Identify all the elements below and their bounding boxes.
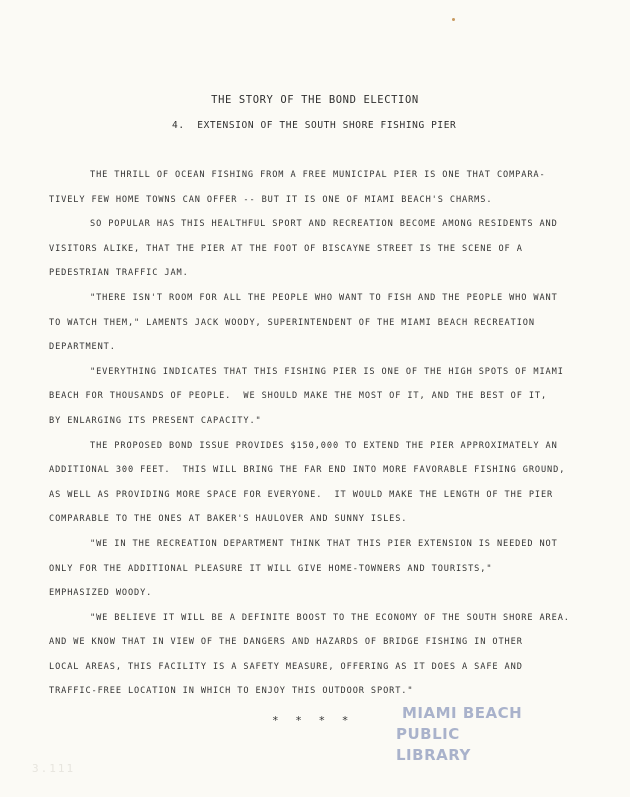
end-mark: * * * * [272,714,354,727]
text-line: PEDESTRIAN TRAFFIC JAM. [49,268,189,279]
text-line: AND WE KNOW THAT IN VIEW OF THE DANGERS AND HAZARDS OF BRIDGE FISHING IN OTHER [49,637,523,648]
text-line: AS WELL AS PROVIDING MORE SPACE FOR EVERYONE. IT WOULD MAKE THE LENGTH OF THE PIER [49,489,554,500]
text-line: THE PROPOSED BOND ISSUE PROVIDES $150,000 TO EXTEND THE PIER APPROXIMATELY AN [90,440,558,451]
document-subtitle [172,120,456,131]
text-line: "THERE ISN'T ROOM FOR ALL THE PEOPLE WHO WANT TO FISH AND THE PEOPLE WHO WANT [90,292,558,303]
text-line: ONLY FOR THE ADDITIONAL PLEASURE IT WILL GIVE HOME-TOWNERS AND TOURISTS," [49,563,493,574]
text-line: THE THRILL OF OCEAN FISHING FROM A FREE MUNICIPAL PIER IS ONE THAT COMPARA- [90,170,546,180]
text-line: "EVERYTHING INDICATES THAT THIS FISHING PIER IS ONE OF THE HIGH SPOTS OF MIAMI [90,366,564,377]
library-stamp [396,703,536,766]
text-line: VISITORS ALIKE, THAT THE PIER AT THE FOOT OF BISCAYNE STREET IS THE SCENE OF A [49,243,523,254]
subtitle-text: 4. EXTENSION OF THE SOUTH SHORE FISHING PIER [172,120,457,131]
text-line: "WE IN THE RECREATION DEPARTMENT THINK THAT THIS PIER EXTENSION IS NEEDED NOT [90,538,558,549]
text-line: "WE BELIEVE IT WILL BE A DEFINITE BOOST TO THE ECONOMY OF THE SOUTH SHORE AREA. [90,612,570,623]
text-line: BEACH FOR THOUSANDS OF PEOPLE. WE SHOULD MAKE THE MOST OF IT, AND THE BEST OF IT, [49,391,548,402]
text-line: DEPARTMENT. [49,342,116,353]
text-line: COMPARABLE TO THE ONES AT BAKER'S HAULOVER AND SUNNY ISLES. [49,514,408,525]
text-line: EMPHASIZED WOODY. [49,588,153,599]
stamp-line-1: MIAMI BEACH [402,704,523,722]
text-line: BY ENLARGING ITS PRESENT CAPACITY." [49,415,262,426]
paper-speck [452,18,455,21]
text-line: TIVELY FEW HOME TOWNS CAN OFFER -- BUT IT IS ONE OF MIAMI BEACH'S CHARMS. [49,194,493,205]
text-line: LOCAL AREAS, THIS FACILITY IS A SAFETY MEASURE, OFFERING AS IT DOES A SAFE AND [49,661,523,672]
document-title: THE STORY OF THE BOND ELECTION [211,94,419,106]
faint-archive-mark: 3.111 [32,762,76,775]
text-line: ADDITIONAL 300 FEET. THIS WILL BRING THE FAR END INTO MORE FAVORABLE FISHING GROUND, [49,465,566,476]
text-line: TO WATCH THEM," LAMENTS JACK WOODY, SUPERINTENDENT OF THE MIAMI BEACH RECREATION [49,317,535,328]
text-line: TRAFFIC-FREE LOCATION IN WHICH TO ENJOY THIS OUTDOOR SPORT." [49,686,414,697]
text-line: SO POPULAR HAS THIS HEALTHFUL SPORT AND RECREATION BECOME AMONG RESIDENTS AND [90,219,558,230]
stamp-line-2: PUBLIC LIBRARY [396,725,471,764]
body-text [49,163,569,704]
